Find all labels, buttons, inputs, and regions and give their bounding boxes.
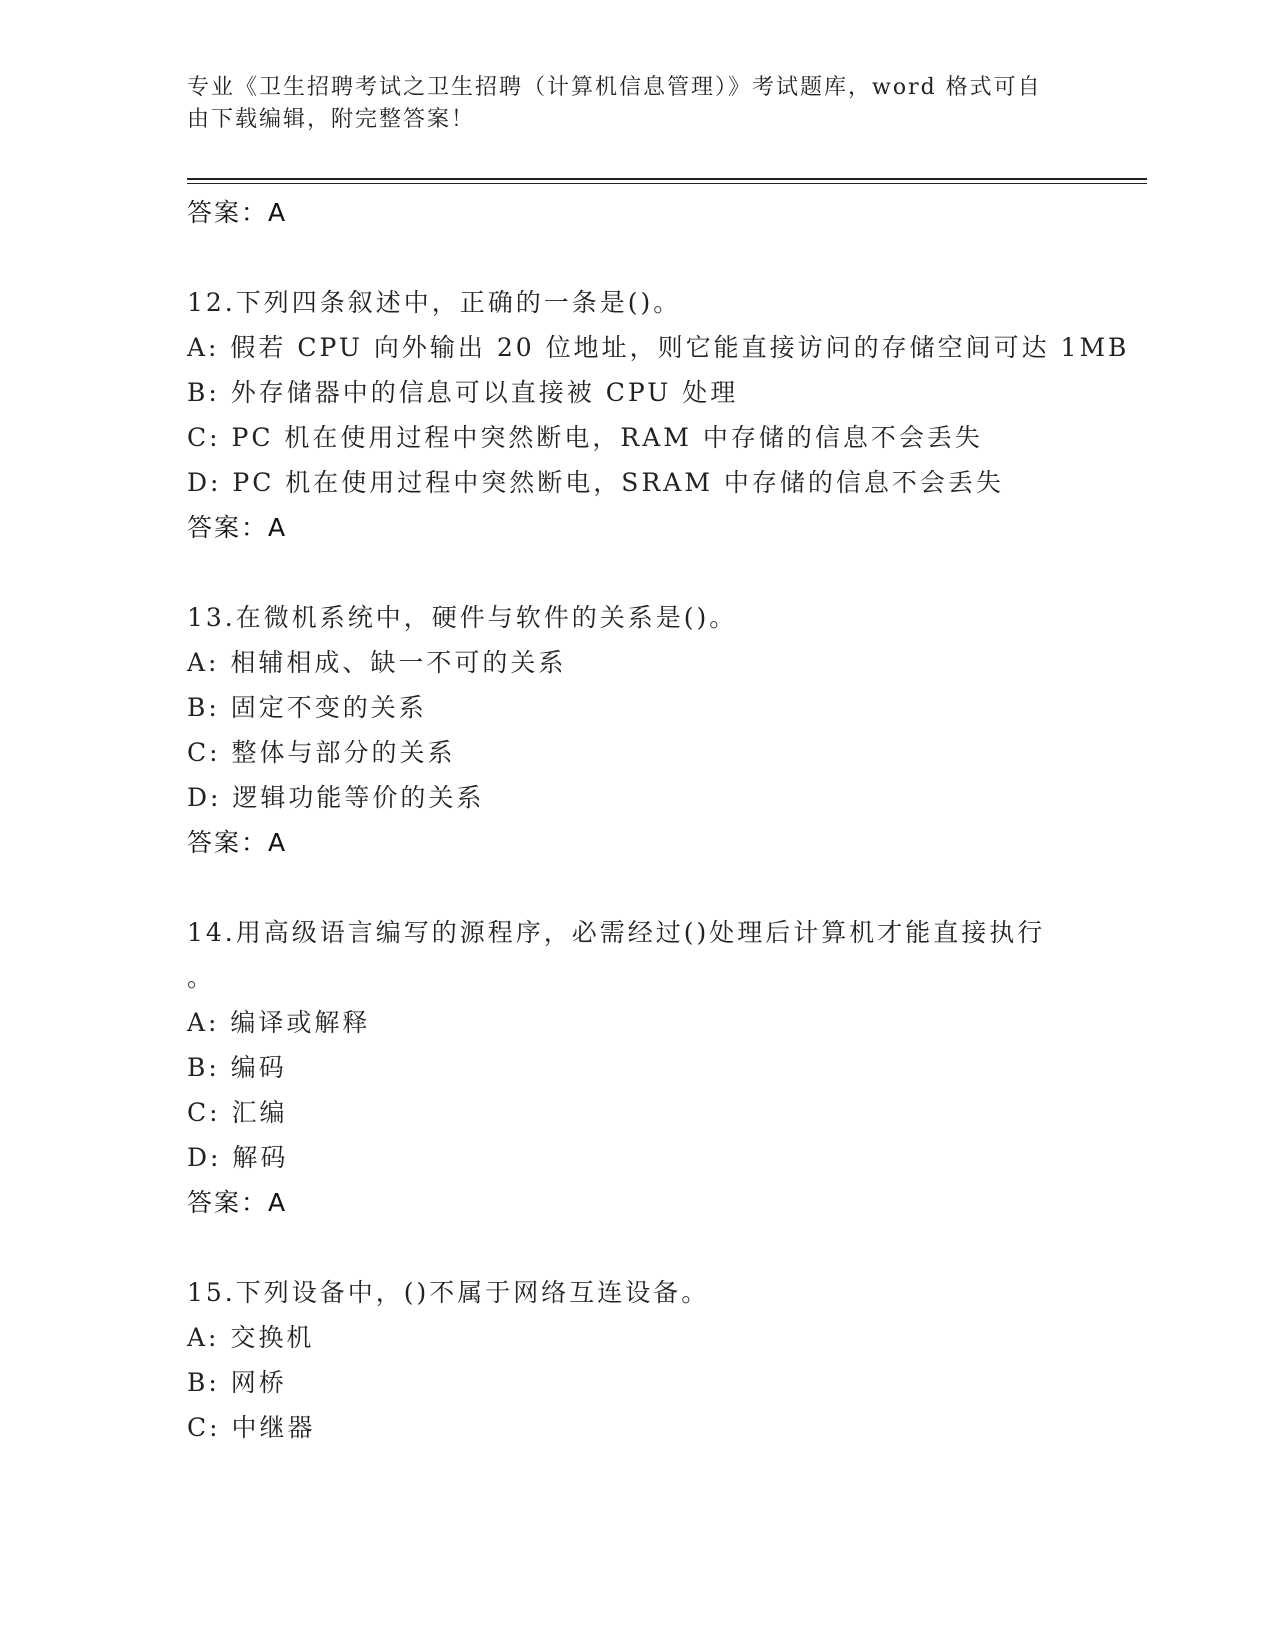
option-a: A: 编译或解释 [187, 1008, 371, 1037]
answer-line: 答案：A [187, 1188, 288, 1217]
question-stem: 13.在微机系统中，硬件与软件的关系是()。 [187, 603, 738, 632]
option-b: B: 外存储器中的信息可以直接被 CPU 处理 [187, 378, 739, 407]
question-13 [187, 595, 1147, 865]
question-stem: 12.下列四条叙述中，正确的一条是()。 [187, 288, 682, 317]
option-b: B: 编码 [187, 1053, 287, 1082]
option-d: D: 解码 [187, 1143, 289, 1172]
header-line-2: 由下载编辑，附完整答案！ [187, 107, 476, 132]
question-stem: 15.下列设备中，()不属于网络互连设备。 [187, 1278, 710, 1307]
question-stem: 14.用高级语言编写的源程序，必需经过()处理后计算机才能直接执行 [187, 918, 1046, 947]
document-header [187, 72, 1067, 136]
question-stem-continuation: 。 [187, 963, 216, 992]
header-divider-thin [187, 183, 1147, 184]
option-a: A: 相辅相成、缺一不可的关系 [187, 648, 567, 677]
option-d: D: PC 机在使用过程中突然断电，SRAM 中存储的信息不会丢失 [187, 468, 1004, 497]
option-c: C: PC 机在使用过程中突然断电，RAM 中存储的信息不会丢失 [187, 423, 983, 452]
option-b: B: 网桥 [187, 1368, 287, 1397]
option-c: C: 中继器 [187, 1413, 316, 1442]
answer-line: 答案：A [187, 198, 288, 227]
header-line-1: 专业《卫生招聘考试之卫生招聘（计算机信息管理）》考试题库，word 格式可自 [187, 75, 1042, 100]
option-a: A: 交换机 [187, 1323, 315, 1352]
question-15 [187, 1270, 1147, 1450]
question-14 [187, 910, 1147, 1225]
option-a: A: 假若 CPU 向外输出 20 位地址，则它能直接访问的存储空间可达 1MB [187, 333, 1130, 362]
answer-line: 答案：A [187, 828, 288, 857]
option-d: D: 逻辑功能等价的关系 [187, 783, 485, 812]
question-12 [187, 280, 1147, 550]
option-c: C: 整体与部分的关系 [187, 738, 456, 767]
option-c: C: 汇编 [187, 1098, 288, 1127]
question-list [187, 190, 1147, 1450]
option-b: B: 固定不变的关系 [187, 693, 427, 722]
answer-line: 答案：A [187, 513, 288, 542]
header-divider-thick [187, 178, 1147, 180]
